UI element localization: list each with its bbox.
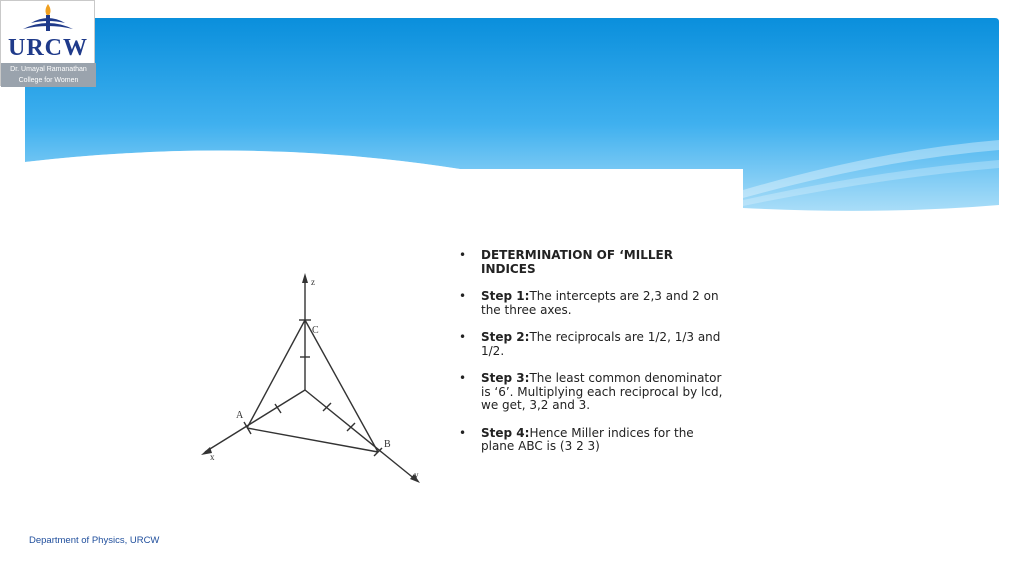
logo-college-name [1, 63, 96, 87]
bullet-icon: • [459, 330, 467, 344]
step-label: Step 4: [481, 425, 530, 440]
label-b: B [384, 439, 391, 450]
logo-name-line1: Dr. Umayal Ramanathan [10, 66, 87, 73]
logo-abbrev: URCW [8, 35, 88, 61]
college-logo [0, 0, 95, 86]
header-banner [0, 0, 1024, 230]
step-text: The least common denominator is ‘6’. Multiplying each reciprocal by lcd, we get, 3,2 and 3. [481, 371, 723, 412]
edge-ab [247, 428, 378, 452]
footer-text: Department of Physics, URCW [29, 535, 160, 546]
label-z: z [311, 277, 315, 287]
label-x: x [210, 452, 215, 462]
list-item-step-1 [457, 290, 727, 317]
step-label: Step 3: [481, 371, 530, 385]
label-c: C [312, 325, 319, 336]
label-y: y [414, 470, 419, 480]
step-text: The reciprocals are 1/2, 1/3 and 1/2. [481, 330, 721, 358]
list-item-step-2 [457, 331, 727, 358]
step-label: Step 2: [481, 330, 530, 344]
miller-plane-diagram [196, 266, 432, 488]
list-item-step-3 [457, 372, 727, 413]
bullet-icon: • [459, 248, 467, 262]
label-a: A [236, 410, 244, 421]
content-list [457, 249, 727, 468]
edge-ca [247, 320, 305, 428]
step-text: The intercepts are 2,3 and 2 on the three axes. [481, 289, 719, 317]
x-axis [205, 390, 305, 452]
step-text: Hence Miller indices for the plane ABC is (3 2 3) [481, 425, 694, 453]
z-arrowhead [302, 273, 308, 283]
y-axis [305, 390, 416, 480]
bullet-icon: • [459, 289, 467, 303]
step-label: Step 1: [481, 289, 530, 303]
bullet-icon: • [459, 425, 467, 440]
bullet-icon: • [459, 371, 467, 385]
flame-icon [1, 1, 96, 37]
list-item-step-4 [457, 427, 727, 454]
section-heading: DETERMINATION OF ‘MILLER INDICES [481, 248, 673, 276]
edge-bc [305, 320, 378, 452]
list-item-heading [457, 249, 727, 276]
logo-name-line2: College for Women [18, 77, 79, 84]
